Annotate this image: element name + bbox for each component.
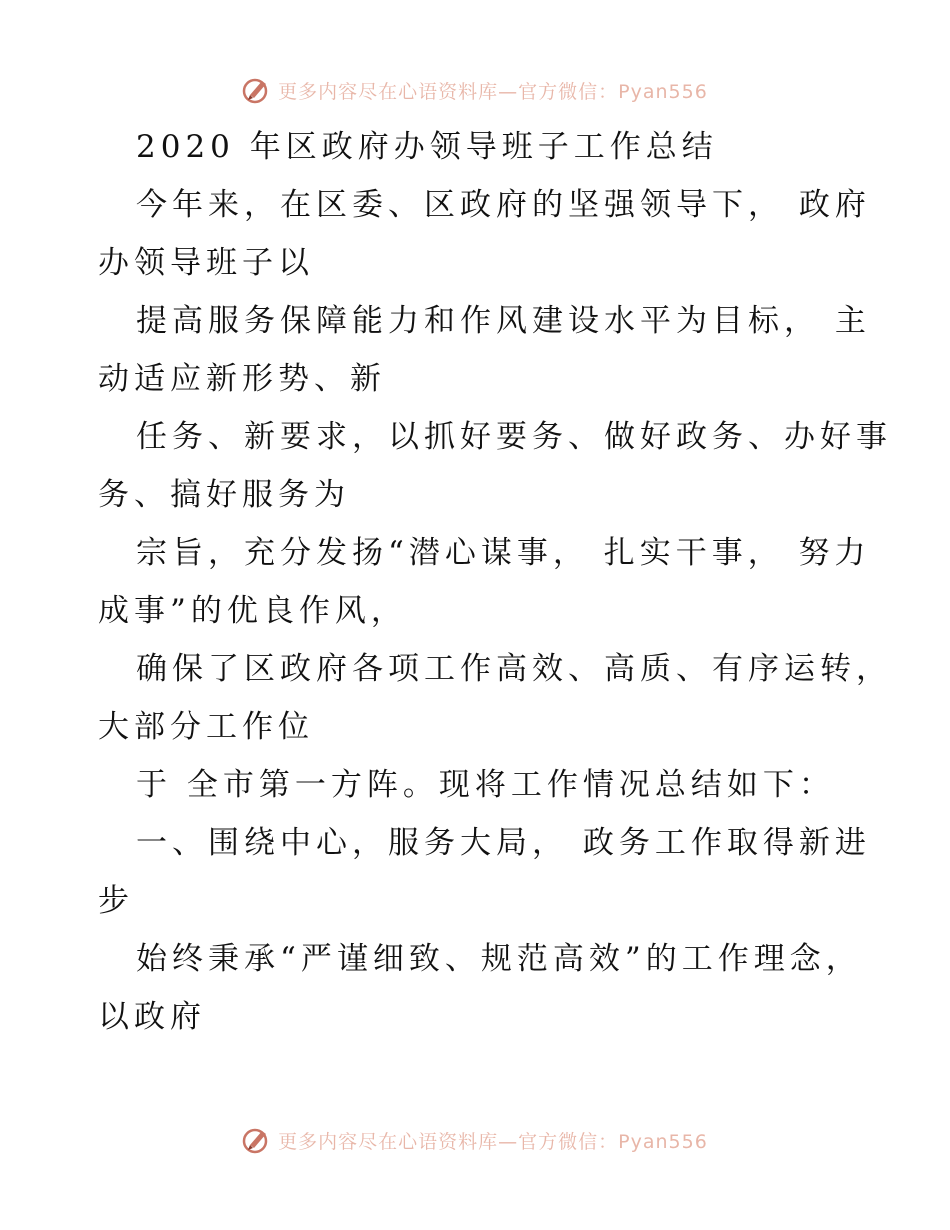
paragraph-line: 步 (98, 883, 134, 919)
paragraph-line: 一、围绕中心，服务大局， 政务工作取得新进 (136, 825, 871, 861)
footer-banner (0, 1120, 950, 1160)
paragraph-line: 务、搞好服务为 (98, 477, 350, 513)
header-banner (0, 70, 950, 110)
document-body (98, 118, 892, 1046)
footer-banner-text: 更多内容尽在心语资料库—官方微信：Pyan556 (278, 1130, 708, 1153)
paragraph-line: 成事”的优良作风， (98, 593, 407, 629)
pen-logo-icon (242, 1125, 272, 1155)
document-title: 2020 年区政府办领导班子工作总结 (136, 129, 718, 165)
paragraph-line: 提高服务保障能力和作风建设水平为目标， 主 (136, 303, 871, 339)
paragraph-line: 办领导班子以 (98, 245, 314, 281)
paragraph-line: 任务、新要求，以抓好要务、做好政务、办好事 (136, 419, 892, 455)
paragraph-line: 宗旨，充分发扬“潜心谋事， 扎实干事， 努力 (136, 535, 871, 571)
paragraph-line: 动适应新形势、新 (98, 361, 386, 397)
paragraph-line: 始终秉承“严谨细致、规范高效”的工作理念， (136, 941, 862, 977)
pen-logo-icon (242, 75, 272, 105)
paragraph-line: 今年来，在区委、区政府的坚强领导下， 政府 (136, 187, 871, 223)
paragraph-line: 以政府 (98, 999, 206, 1035)
paragraph-line: 于 全市第一方阵。现将工作情况总结如下： (136, 767, 835, 803)
header-banner-text: 更多内容尽在心语资料库—官方微信：Pyan556 (278, 80, 708, 103)
paragraph-line: 大部分工作位 (98, 709, 314, 745)
paragraph-line: 确保了区政府各项工作高效、高质、有序运转， (136, 651, 892, 687)
